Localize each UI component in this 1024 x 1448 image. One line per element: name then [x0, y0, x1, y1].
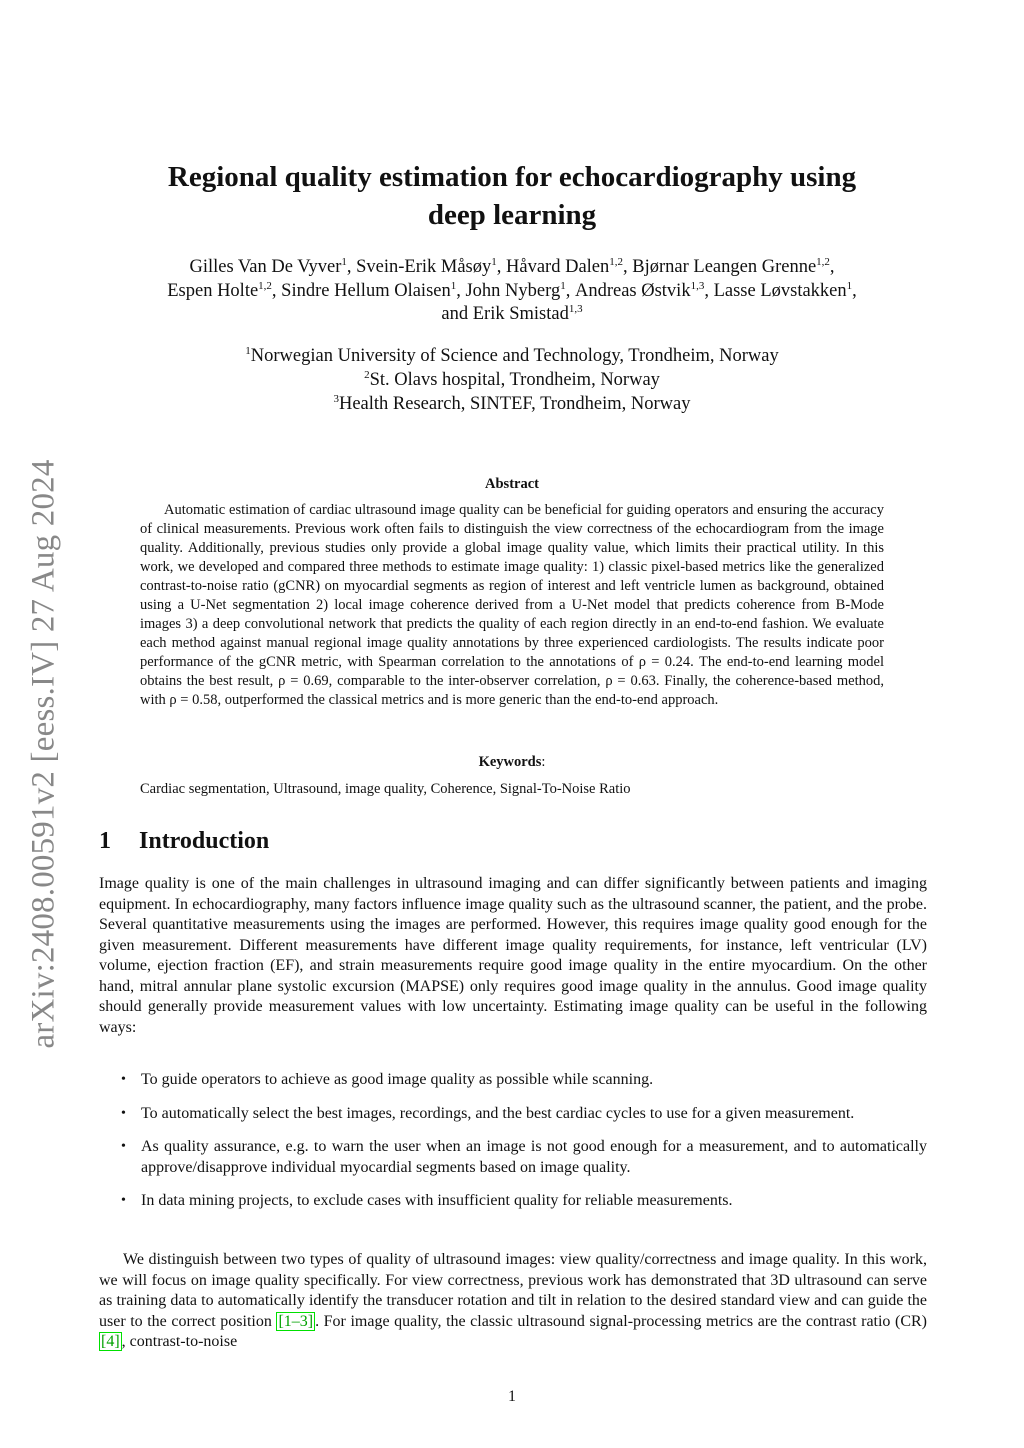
keywords-heading: Keywords: [478, 754, 546, 770]
author: Gilles Van De Vyver$^1$, [189, 256, 357, 277]
bullet-list [99, 1070, 927, 1225]
abstract-heading: Abstract [485, 476, 539, 492]
section-number: 1 [99, 828, 111, 854]
author: Andreas Østvik$^{1,3}$, [574, 279, 714, 301]
author: Sindre Hellum Olaisen$^1$, [281, 279, 466, 301]
section-heading [99, 828, 269, 855]
bullet-icon: • [121, 1072, 126, 1087]
list-item: • In data mining projects, to exclude cases with insufficient quality for reliable measurements. [99, 1191, 927, 1212]
title-line-2: deep learning [427, 199, 597, 231]
citation-link[interactable]: [4] [101, 1333, 120, 1350]
author: John Nyberg$^1$, [465, 279, 575, 301]
affiliation: $^1$Norwegian University of Science and Technology, Trondheim, Norway [245, 345, 779, 366]
bullet-icon: • [121, 1139, 126, 1154]
list-item: • As quality assurance, e.g. to warn the user when an image is not good enough for a measurement, and to automatically approve/disapprove individual myocardial segments based on image quality. [121, 1138, 927, 1176]
bullet-icon: • [121, 1193, 126, 1208]
page-number: 1 [508, 1388, 516, 1405]
affiliation-list [100, 344, 924, 416]
author: Lasse Løvstakken$^1$, [713, 279, 857, 301]
author: Håvard Dalen$^{1,2}$, [506, 256, 633, 277]
intro-paragraph-2: We distinguish between two types of quality of ultrasound images: view quality/correctness and image quality. In this work, we will focus on image quality specifically. For view correctness, previous work has demonstrated that 3D ultrasound can serve as training data to automatically identify the transducer rotation and tilt in relation to the desired standard view and can guide the user to the correct position [1–3] . For image quality, the classic ultrasound signal-processing metrics are the contrast ratio (CR) [4] , contrast-to-noise [99, 1251, 927, 1350]
intro-paragraph-1: Image quality is one of the main challenges in ultrasound imaging and can differ significantly between patients and imaging equipment. In echocardiography, many factors influence image quality such as the ultrasound scanner, the patient, and the probe. Several quantitative measurements using the images are performed. However, this requires image quality good enough for the given measurement. Different measurements have different image quality requirements, for instance, left ventricular (LV) volume, ejection fraction (EF), and strain measurements require good image quality in the entire myocardium. On the other hand, mitral annular plane systolic excursion (MAPSE) only requires good image quality in the annulus. Good image quality should generally provide measurement values with low uncertainty. Estimating image quality can be useful in the following ways: [99, 875, 927, 1036]
bullet-icon: • [121, 1105, 126, 1121]
citation-link[interactable]: [1–3] [278, 1312, 314, 1330]
abstract-text: Automatic estimation of cardiac ultrasound image quality can be beneficial for guiding operators and ensuring the accuracy of clinical measurements. Previous work often fails to distinguish the view correctness of the echocardiogram from the image quality. Additionally, previous studies only provide a global image quality value, which limits their practical utility. In this work, we developed and compared three methods to estimate image quality: 1) classic pixel-based metrics like the generalized contrast-to-noise ratio (gCNR) on myocardial segments as region of interest and left ventricle lumen as background, obtained using a U-Net segmentation 2) local image coherence derived from a U-Net model that predicts coherence from B-Mode images 3) a deep convolutional network that predicts the quality of each region directly in an end-to-end fashion. We evaluate each method against manual regional image quality annotations by three experienced cardiologists. The results indicate poor performance of the gCNR metric, with Spearman correlation to the annotations of ρ = 0.24. The end-to-end learning model obtains the best result, ρ = 0.69, comparable to the inter-observer correlation, ρ = 0.63. Finally, the coherence-based method, with ρ = 0.58, outperformed the classical metrics and is more generic than the end-to-end approach. [140, 502, 884, 708]
author: Espen Holte$^{1,2}$, [167, 279, 282, 301]
list-item: • To automatically select the best images, recordings, and the best cardiac cycles to use for a given measurement. [99, 1104, 927, 1125]
affiliation: $^3$Health Research, SINTEF, Trondheim, Norway [333, 393, 691, 414]
author: Svein-Erik Måsøy$^1$, [356, 256, 507, 277]
paper-title [100, 158, 924, 234]
author: and Erik Smistad$^{1,3}$ [441, 303, 583, 324]
arxiv-identifier: arXiv:2408.00591v2 [eess.IV] 27 Aug 2024 [25, 459, 62, 1049]
keywords-text: Cardiac segmentation, Ultrasound, image quality, Coherence, Signal-To-Noise Ratio [140, 781, 631, 797]
title-line-1: Regional quality estimation for echocardiography using [167, 161, 857, 193]
list-item: • To guide operators to achieve as good image quality as possible while scanning. [99, 1070, 927, 1091]
author: Bjørnar Leangen Grenne$^{1,2}$, [632, 256, 835, 277]
affiliation: $^2$St. Olavs hospital, Trondheim, Norway [364, 369, 660, 390]
author-list [90, 256, 934, 327]
section-title: Introduction [139, 828, 270, 854]
